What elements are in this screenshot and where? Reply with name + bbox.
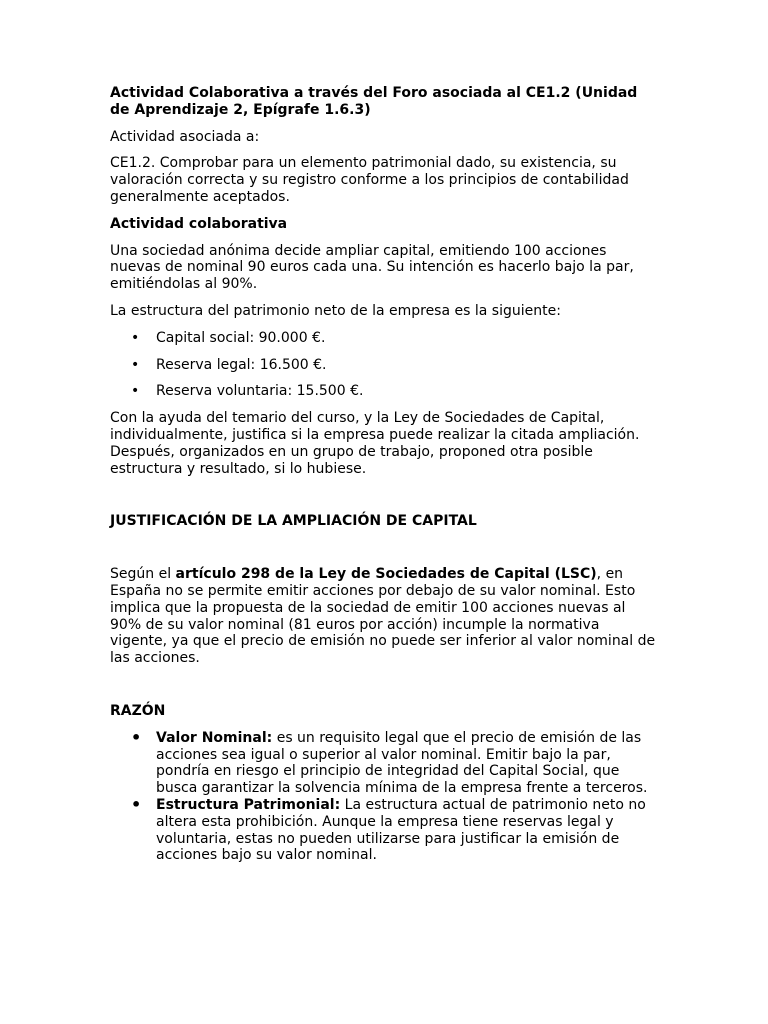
associated-label: Actividad asociada a: — [110, 128, 260, 145]
spacer — [110, 487, 658, 513]
document-title: Actividad Colaborativa a través del Foro asociada al CE1.2 (Unidad de Aprendizaje 2, Epígrafe 1.6.3) — [110, 85, 638, 118]
list-item — [110, 794, 658, 864]
list-item — [110, 357, 658, 374]
bullet-icon: • — [131, 794, 142, 814]
justification-heading: JUSTIFICACIÓN DE LA AMPLIACIÓN DE CAPITAL — [110, 513, 477, 530]
reason-text: es un requisito legal que el precio de emisión de las acciones sea igual o superior al valor nominal. Emitir bajo la par, pondría en riesgo el principio de integridad del Capital Social, que busca garantizar la solvencia mínima de la empresa frente a terceros. — [156, 729, 648, 797]
list-item-text: Capital social: 90.000 €. — [156, 329, 326, 346]
list-item — [110, 330, 658, 347]
list-item — [110, 727, 658, 797]
reason-text: La estructura actual de patrimonio neto no altera esta prohibición. Aunque la empresa tiene reservas legal y voluntaria, estas no pueden utilizarse para justificar la emisión de acciones bajo su valor nominal. — [156, 796, 646, 864]
list-item-text: Reserva legal: 16.500 €. — [156, 356, 327, 373]
justification-paragraph — [110, 566, 658, 667]
bullet-icon: • — [131, 383, 140, 400]
bullet-icon: • — [131, 356, 140, 373]
reason-heading: RAZÓN — [110, 702, 166, 719]
reason-label: Estructura Patrimonial: — [156, 796, 341, 813]
equity-structure-list — [110, 330, 658, 400]
instructions-text: Con la ayuda del temario del curso, y la Ley de Sociedades de Capital, individualmente, justifica si la empresa puede realizar la citada ampliación. Después, organizados en un grupo de trabajo, proponed otra posible estructura y resultado, si lo hubiese. — [110, 410, 640, 477]
list-item — [110, 383, 658, 400]
ce-criterion-text: CE1.2. Comprobar para un elemento patrimonial dado, su existencia, su valoración correcta y su registro conforme a los principios de contabilidad generalmente aceptados. — [110, 155, 629, 205]
list-item-text: Reserva voluntaria: 15.500 €. — [156, 383, 364, 400]
justification-law-reference: artículo 298 de la Ley de Sociedades de Capital (LSC) — [175, 566, 597, 583]
structure-intro: La estructura del patrimonio neto de la empresa es la siguiente: — [110, 302, 561, 319]
document-body — [110, 85, 658, 864]
justification-post: , en España no se permite emitir acciones por debajo de su valor nominal. Esto implica que la propuesta de la sociedad de emitir 100 acciones nuevas al 90% de su valor nominal (81 euros por acción) incumple la normativa vigente, ya que el precio de emisión no puede ser inferior al valor nominal de las acciones. — [110, 566, 656, 667]
reason-label: Valor Nominal: — [156, 729, 273, 746]
reason-list — [110, 727, 658, 864]
justification-pre: Según el — [110, 566, 176, 583]
bullet-icon: • — [131, 329, 140, 346]
bullet-icon: • — [131, 727, 142, 747]
collab-heading: Actividad colaborativa — [110, 215, 288, 232]
spacer — [110, 677, 658, 703]
spacer — [110, 540, 658, 566]
collab-text: Una sociedad anónima decide ampliar capital, emitiendo 100 acciones nuevas de nominal 90 euros cada una. Su intención es hacerlo bajo la par, emitiéndolas al 90%. — [110, 242, 634, 293]
